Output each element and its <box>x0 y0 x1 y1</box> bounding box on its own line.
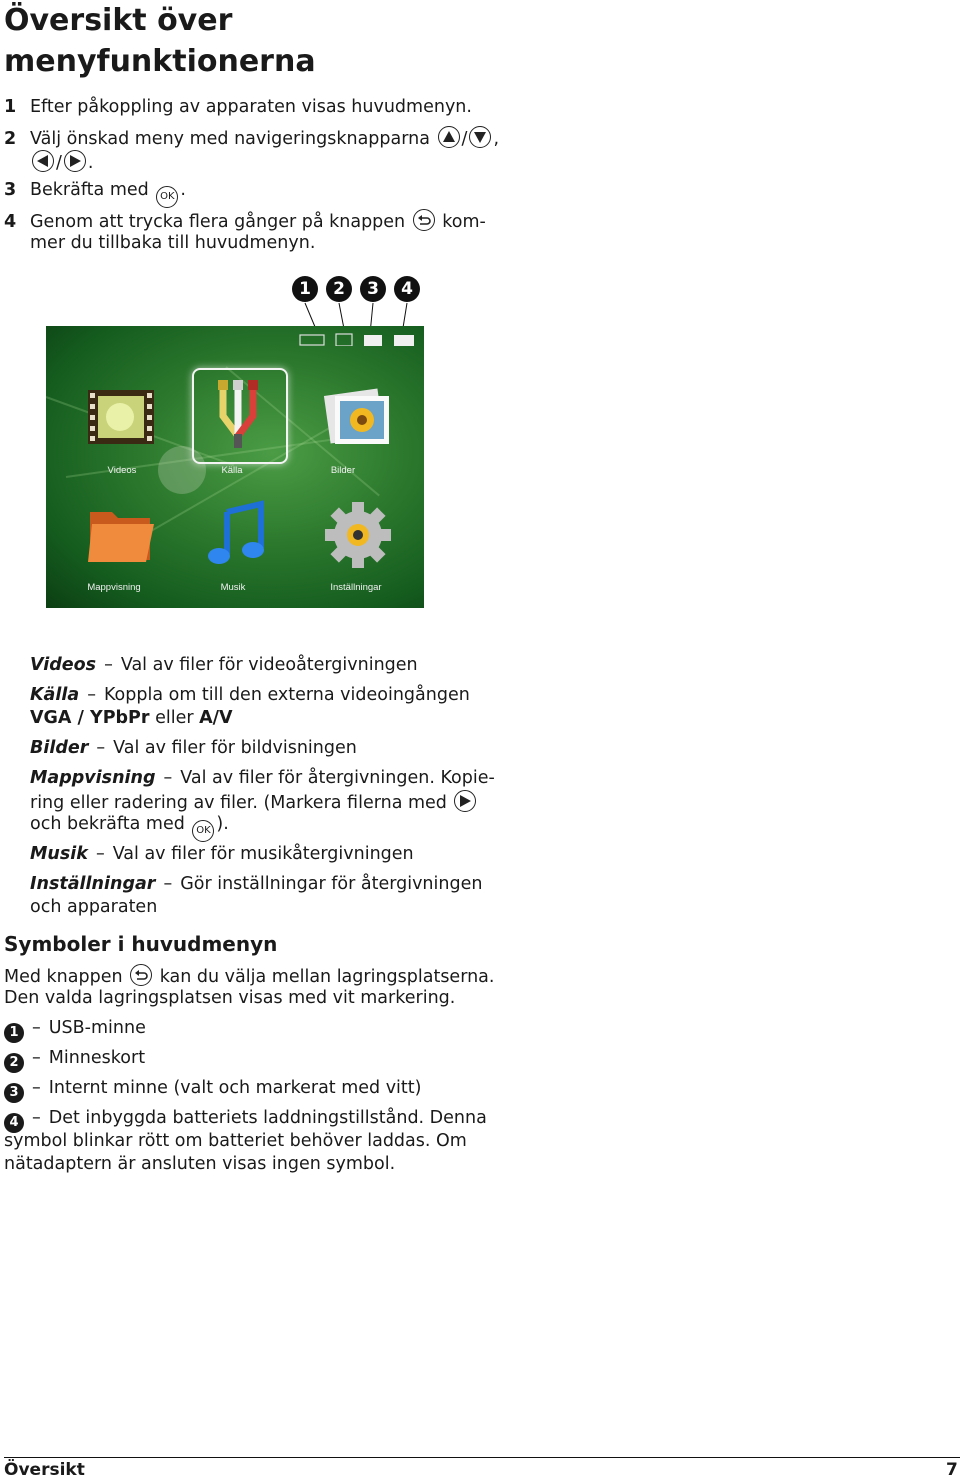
settings-gear-icon[interactable] <box>321 498 395 572</box>
term: Musik <box>30 844 88 864</box>
storage-status-icons <box>298 332 418 346</box>
intro-text: kan du välja mellan lagringsplatserna. <box>159 967 495 987</box>
tile-label-pictures: Bilder <box>330 465 356 476</box>
tile-label-music: Musik <box>220 582 246 593</box>
tile-label-source: Källa <box>221 465 243 476</box>
term: Videos <box>30 655 97 675</box>
back-icon <box>413 209 435 231</box>
symbols-intro-line-2: Den valda lagringsplatsen visas med vit markering. <box>4 988 456 1008</box>
symbol-number: 2 <box>4 1053 24 1073</box>
symbols-intro <box>4 964 494 989</box>
symbol-number: 1 <box>4 1023 24 1043</box>
definition: Koppla om till den externa videoingången <box>103 685 470 705</box>
up-arrow-icon <box>438 126 460 148</box>
folder-icon[interactable] <box>84 498 158 572</box>
step-3 <box>4 179 186 208</box>
step-1 <box>4 96 472 119</box>
tile-label-folder-view: Mappvisning <box>87 582 141 593</box>
term: Källa <box>30 685 80 705</box>
desc-settings-line-2: och apparaten <box>30 897 158 917</box>
back-icon <box>130 964 152 986</box>
videos-icon[interactable] <box>84 380 158 454</box>
step-number: 4 <box>4 212 17 232</box>
callout-4: 4 <box>394 276 420 302</box>
step-number: 1 <box>4 97 17 117</box>
step-2 <box>4 126 499 151</box>
desc-pictures: Bilder – Val av filer för bildvisningen <box>30 738 357 758</box>
step-4-line-2: mer du tillbaka till huvudmenyn. <box>30 233 316 253</box>
or-text: eller <box>155 708 194 728</box>
callout-2: 2 <box>326 276 352 302</box>
symbol-item-4-line-2: symbol blinkar rött om batteriet behöver laddas. Om <box>4 1131 467 1151</box>
desc-source: Källa – Koppla om till den externa videoingången <box>30 685 470 705</box>
period: . <box>180 180 186 200</box>
slash: / <box>56 153 62 173</box>
music-icon[interactable] <box>201 498 275 572</box>
battery-icon <box>394 335 414 346</box>
memory-card-icon <box>336 334 352 346</box>
desc-folder-view-line-3 <box>30 813 229 842</box>
step-text-continued: kom- <box>442 212 486 232</box>
term: Bilder <box>30 738 89 758</box>
step-text: Välj önskad meny med navigeringsknapparna <box>30 129 430 149</box>
symbol-text: Det inbyggda batteriets laddningstillstånd. Denna <box>48 1108 487 1128</box>
internal-memory-icon <box>364 335 382 346</box>
symbol-number: 4 <box>4 1113 24 1133</box>
ok-button-icon: OK <box>156 186 178 208</box>
step-number: 3 <box>4 180 17 200</box>
definition: Gör inställningar för återgivningen <box>180 874 483 894</box>
definition: Val av filer för återgivningen. Kopie- <box>180 768 495 788</box>
definition: Val av filer för bildvisningen <box>113 738 357 758</box>
intro-text: Med knappen <box>4 967 123 987</box>
ok-button-icon: OK <box>192 820 214 842</box>
symbol-item-3: 3 – Internt minne (valt och markerat med vitt) <box>4 1077 421 1103</box>
tile-label-settings: Inställningar <box>330 582 382 593</box>
step-2-line-2: / . <box>30 150 93 175</box>
step-text: Efter påkoppling av apparaten visas huvudmenyn. <box>30 97 472 117</box>
symbol-number: 3 <box>4 1083 24 1103</box>
page-number: 7 <box>946 1460 958 1480</box>
av-label: A/V <box>199 708 233 728</box>
symbol-text: Minneskort <box>48 1048 146 1068</box>
desc-folder-view-line-2 <box>30 790 478 815</box>
callout-3: 3 <box>360 276 386 302</box>
vga-label: VGA / YPbPr <box>30 708 150 728</box>
footer-section: Översikt <box>4 1460 85 1480</box>
usb-icon <box>300 335 324 345</box>
closing: ). <box>216 814 229 834</box>
right-arrow-icon <box>64 150 86 172</box>
desc-videos: Videos – Val av filer för videoåtergivningen <box>30 655 418 675</box>
pictures-icon[interactable] <box>321 382 395 456</box>
term: Mappvisning <box>30 768 156 788</box>
definition: och bekräfta med <box>30 814 185 834</box>
desc-folder-view: Mappvisning – Val av filer för återgivningen. Kopie- <box>30 768 495 788</box>
symbol-item-4: 4 – Det inbyggda batteriets laddningstillstånd. Denna <box>4 1107 487 1133</box>
symbol-text: USB-minne <box>48 1018 146 1038</box>
step-text: Bekräfta med <box>30 180 149 200</box>
desc-settings: Inställningar – Gör inställningar för återgivningen <box>30 874 483 894</box>
symbol-item-1: 1 – USB-minne <box>4 1017 146 1043</box>
title-line-2: menyfunktionerna <box>4 44 316 79</box>
symbol-item-4-line-3: nätadaptern är ansluten visas ingen symbol. <box>4 1154 396 1174</box>
left-arrow-icon <box>32 150 54 172</box>
step-number: 2 <box>4 129 17 149</box>
right-arrow-icon <box>454 790 476 812</box>
slash: / <box>461 129 468 149</box>
step-4 <box>4 209 486 234</box>
page-title <box>4 0 316 82</box>
tile-label-videos: Videos <box>107 465 137 476</box>
term: Inställningar <box>30 874 156 894</box>
source-icon[interactable] <box>201 376 275 450</box>
main-menu-screen <box>46 326 424 608</box>
desc-source-line-2 <box>30 707 233 730</box>
definition: Val av filer för videoåtergivningen <box>120 655 418 675</box>
symbol-item-2: 2 – Minneskort <box>4 1047 145 1073</box>
callout-1: 1 <box>292 276 318 302</box>
definition: ring eller radering av filer. (Markera filerna med <box>30 793 447 813</box>
down-arrow-icon <box>469 126 491 148</box>
comma: , <box>493 129 500 149</box>
desc-music: Musik – Val av filer för musikåtergivningen <box>30 844 414 864</box>
symbol-text: Internt minne (valt och markerat med vitt) <box>48 1078 422 1098</box>
footer-rule <box>4 1457 960 1458</box>
symbols-heading: Symboler i huvudmenyn <box>4 932 278 956</box>
step-text: Genom att trycka flera gånger på knappen <box>30 212 406 232</box>
title-line-1: Översikt över <box>4 3 233 38</box>
definition: Val av filer för musikåtergivningen <box>112 844 414 864</box>
